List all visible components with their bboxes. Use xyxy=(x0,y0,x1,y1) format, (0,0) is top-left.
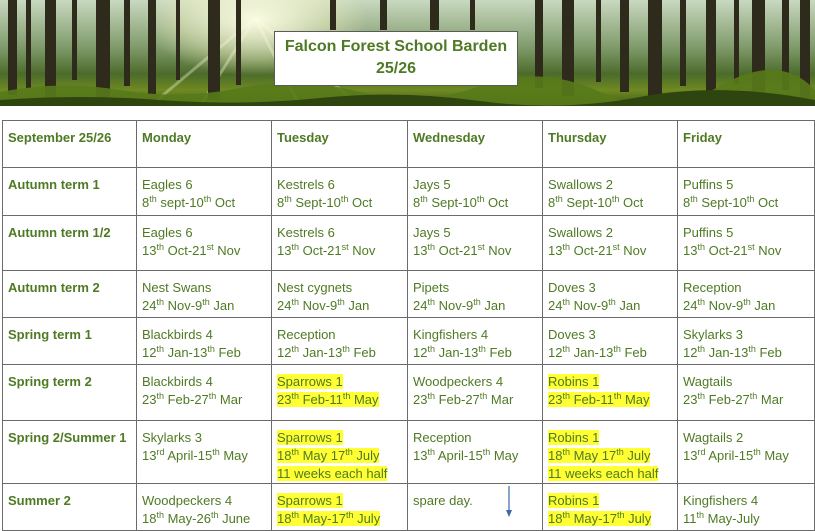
date-range: 23th Feb-11th May xyxy=(277,391,379,407)
group-name: Kingfishers 4 xyxy=(413,327,489,342)
cell-note: 11 weeks each half xyxy=(548,466,659,481)
group-name: Nest Swans xyxy=(142,280,212,295)
term-row xyxy=(3,318,815,365)
date-range: 18th May-26th June xyxy=(142,510,251,526)
schedule-cell xyxy=(678,216,815,271)
term-row xyxy=(3,421,815,484)
title-line-2: 25/26 xyxy=(375,60,417,77)
date-range: 13th Oct-21st Nov xyxy=(142,242,241,258)
schedule-cell xyxy=(408,168,543,216)
date-range: 12th Jan-13th Feb xyxy=(142,344,241,360)
term-row xyxy=(3,365,815,421)
group-name: Eagles 6 xyxy=(142,225,193,240)
day-header-wednesday: Wednesday xyxy=(408,121,543,168)
schedule-cell xyxy=(137,216,272,271)
group-name: Reception xyxy=(277,327,336,342)
term-label: Autumn term 2 xyxy=(3,271,137,318)
schedule-cell xyxy=(678,365,815,421)
group-name: Robins 1 xyxy=(548,493,600,508)
term-row xyxy=(3,271,815,318)
date-range: 11th May-July xyxy=(683,510,760,526)
group-name: Puffins 5 xyxy=(683,177,734,192)
schedule-cell xyxy=(272,421,408,484)
date-range: 18th May-17th July xyxy=(277,510,381,526)
cell-note: 11 weeks each half xyxy=(277,466,388,481)
group-name: Sparrows 1 xyxy=(277,493,343,508)
schedule-cell xyxy=(137,168,272,216)
date-range: 23th Feb-27th Mar xyxy=(683,391,784,407)
term-row xyxy=(3,216,815,271)
date-range: 13th Oct-21st Nov xyxy=(548,242,647,258)
date-range: 18th May-17th July xyxy=(548,510,652,526)
group-name: Robins 1 xyxy=(548,374,600,389)
date-range: 24th Nov-9th Jan xyxy=(548,297,641,313)
title-line-1: Falcon Forest School Barden xyxy=(284,38,508,55)
school-title xyxy=(274,31,518,86)
schedule-cell xyxy=(408,484,543,531)
schedule-cell xyxy=(543,484,678,531)
term-row xyxy=(3,168,815,216)
group-name: Sparrows 1 xyxy=(277,374,343,389)
group-name: Swallows 2 xyxy=(548,177,614,192)
schedule-cell xyxy=(543,271,678,318)
forest-banner xyxy=(0,0,815,106)
term-label: Spring 2/Summer 1 xyxy=(3,421,137,484)
schedule-cell xyxy=(678,318,815,365)
schedule-cell xyxy=(272,216,408,271)
date-range: 13th Oct-21st Nov xyxy=(683,242,782,258)
date-range: 13rd April-15th May xyxy=(683,447,789,463)
group-name: Wagtails xyxy=(683,374,733,389)
day-header-friday: Friday xyxy=(678,121,815,168)
schedule-cell xyxy=(137,318,272,365)
group-name: Skylarks 3 xyxy=(683,327,743,342)
schedule-cell xyxy=(137,365,272,421)
group-name: Blackbirds 4 xyxy=(142,374,213,389)
date-range: 8th Sept-10th Oct xyxy=(683,194,779,210)
date-range: 24th Nov-9th Jan xyxy=(277,297,370,313)
date-range: 12th Jan-13th Feb xyxy=(277,344,376,360)
group-name: Skylarks 3 xyxy=(142,430,202,445)
term-label: Spring term 1 xyxy=(3,318,137,365)
schedule-cell xyxy=(272,365,408,421)
date-range: 23th Feb-27th Mar xyxy=(142,391,243,407)
date-range: 24th Nov-9th Jan xyxy=(683,297,776,313)
group-name: Nest cygnets xyxy=(277,280,353,295)
date-range: 8th Sept-10th Oct xyxy=(548,194,644,210)
group-name: Pipets xyxy=(413,280,450,295)
date-range: 8th Sept-10th Oct xyxy=(277,194,373,210)
schedule-cell xyxy=(272,271,408,318)
date-range: 23th Feb-27th Mar xyxy=(413,391,514,407)
group-name: Kestrels 6 xyxy=(277,225,335,240)
date-range: 13rd April-15th May xyxy=(142,447,248,463)
group-name: Woodpeckers 4 xyxy=(142,493,233,508)
group-name: spare day. xyxy=(413,493,473,508)
header-row xyxy=(3,121,815,168)
day-header-thursday: Thursday xyxy=(543,121,678,168)
schedule-cell xyxy=(408,216,543,271)
group-name: Blackbirds 4 xyxy=(142,327,213,342)
schedule-cell xyxy=(272,168,408,216)
group-name: Doves 3 xyxy=(548,327,596,342)
corner-header: September 25/26 xyxy=(3,121,137,168)
date-range: 13th Oct-21st Nov xyxy=(413,242,512,258)
schedule-cell xyxy=(137,421,272,484)
group-name: Jays 5 xyxy=(413,177,451,192)
date-range: 12th Jan-13th Feb xyxy=(683,344,782,360)
date-range: 24th Nov-9th Jan xyxy=(142,297,235,313)
schedule-cell xyxy=(678,168,815,216)
term-row xyxy=(3,484,815,531)
day-header-tuesday: Tuesday xyxy=(272,121,408,168)
group-name: Wagtails 2 xyxy=(683,430,744,445)
schedule-cell xyxy=(543,216,678,271)
schedule-cell xyxy=(408,318,543,365)
group-name: Kestrels 6 xyxy=(277,177,335,192)
schedule-cell xyxy=(678,421,815,484)
schedule-cell xyxy=(678,484,815,531)
group-name: Swallows 2 xyxy=(548,225,614,240)
group-name: Woodpeckers 4 xyxy=(413,374,504,389)
group-name: Kingfishers 4 xyxy=(683,493,759,508)
schedule-cell xyxy=(408,365,543,421)
down-arrow-icon xyxy=(506,486,512,518)
schedule-cell xyxy=(543,365,678,421)
group-name: Eagles 6 xyxy=(142,177,193,192)
term-label: Autumn term 1/2 xyxy=(3,216,137,271)
schedule-cell xyxy=(137,484,272,531)
date-range: 18th May 17th July xyxy=(548,447,651,463)
group-name: Reception xyxy=(683,280,742,295)
date-range: 12th Jan-13th Feb xyxy=(548,344,647,360)
date-range: 23th Feb-11th May xyxy=(548,391,650,407)
group-name: Puffins 5 xyxy=(683,225,734,240)
date-range: 24th Nov-9th Jan xyxy=(413,297,506,313)
group-name: Jays 5 xyxy=(413,225,451,240)
schedule-cell xyxy=(543,318,678,365)
group-name: Doves 3 xyxy=(548,280,596,295)
term-label: Summer 2 xyxy=(3,484,137,531)
date-range: 8th sept-10th Oct xyxy=(142,194,236,210)
term-label: Autumn term 1 xyxy=(3,168,137,216)
date-range: 18th May 17th July xyxy=(277,447,380,463)
schedule-cell xyxy=(272,484,408,531)
term-label: Spring term 2 xyxy=(3,365,137,421)
group-name: Sparrows 1 xyxy=(277,430,343,445)
schedule-cell xyxy=(678,271,815,318)
day-header-monday: Monday xyxy=(137,121,272,168)
group-name: Robins 1 xyxy=(548,430,600,445)
date-range: 8th Sept-10th Oct xyxy=(413,194,509,210)
schedule-cell xyxy=(408,421,543,484)
schedule-cell xyxy=(543,168,678,216)
schedule-cell xyxy=(408,271,543,318)
date-range: 13th April-15th May xyxy=(413,447,519,463)
group-name: Reception xyxy=(413,430,472,445)
date-range: 12th Jan-13th Feb xyxy=(413,344,512,360)
schedule-table xyxy=(2,120,815,531)
date-range: 13th Oct-21st Nov xyxy=(277,242,376,258)
schedule-cell xyxy=(137,271,272,318)
schedule-cell xyxy=(543,421,678,484)
schedule-cell xyxy=(272,318,408,365)
